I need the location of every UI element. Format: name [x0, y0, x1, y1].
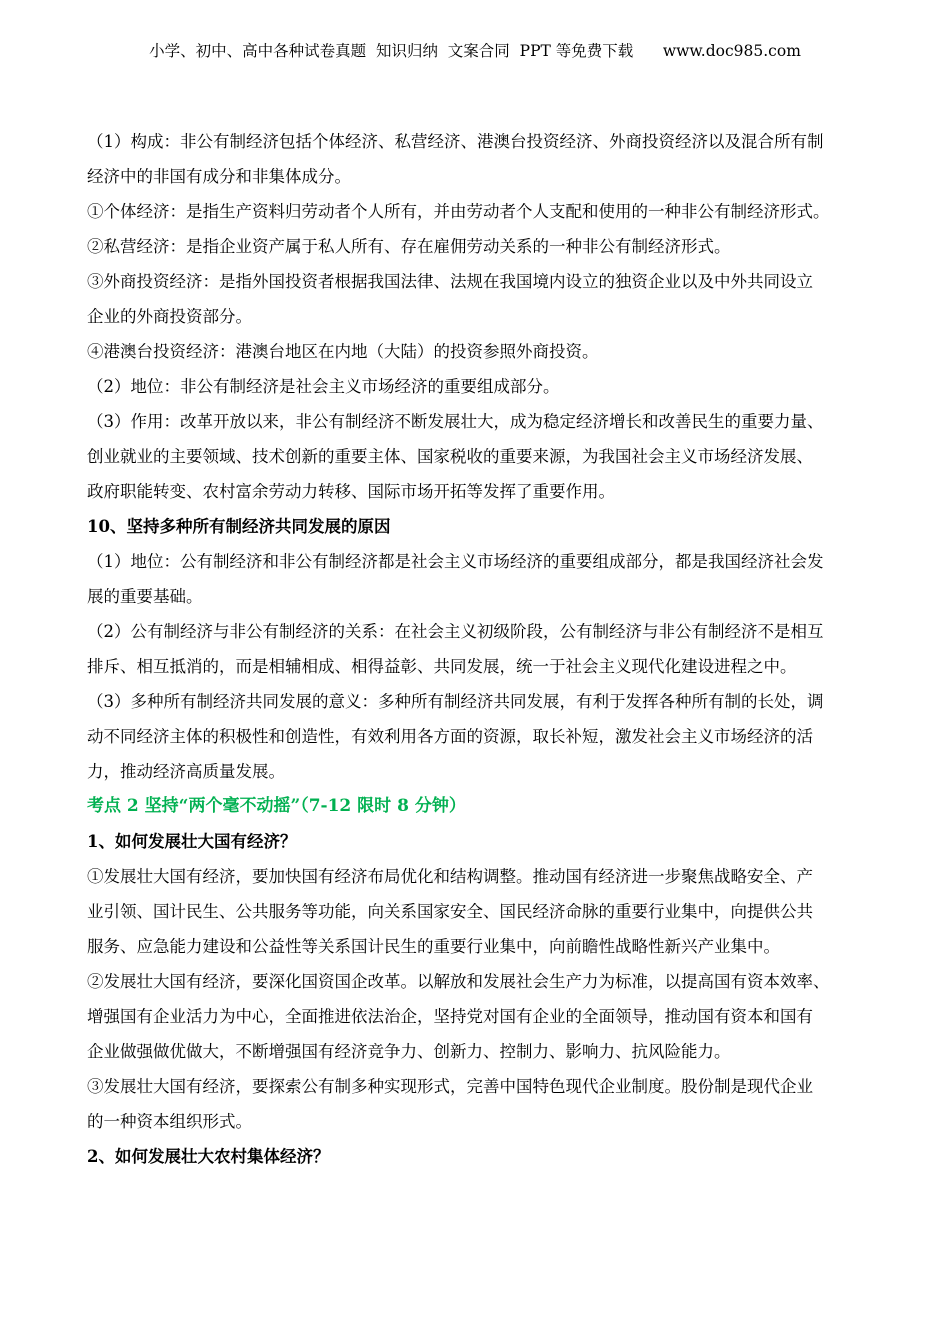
paragraph-line: （2）地位：非公有制经济是社会主义市场经济的重要组成部分。 — [87, 377, 560, 396]
paragraph-line: 的一种资本组织形式。 — [87, 1112, 252, 1131]
paragraph-line: 展的重要基础。 — [87, 587, 203, 606]
paragraph-line: 政府职能转变、农村富余劳动力转移、国际市场开拓等发挥了重要作用。 — [87, 482, 615, 501]
paragraph-line: 企业的外商投资部分。 — [87, 307, 252, 326]
paragraph-line: 企业做强做优做大，不断增强国有经济竞争力、创新力、控制力、影响力、抗风险能力。 — [87, 1042, 731, 1061]
paragraph-line: 排斥、相互抵消的，而是相辅相成、相得益彰、共同发展，统一于社会主义现代化建设进程之中。 — [87, 657, 797, 676]
paragraph-line: ③发展壮大国有经济，要探索公有制多种实现形式，完善中国特色现代企业制度。股份制是现代企业 — [87, 1077, 813, 1096]
paragraph-line: 增强国有企业活力为中心，全面推进依法治企，坚持党对国有企业的全面领导，推动国有资本和国有 — [87, 1007, 813, 1026]
paragraph-line: 创业就业的主要领域、技术创新的重要主体、国家税收的重要来源，为我国社会主义市场经济发展、 — [87, 447, 813, 466]
question-heading: 1、如何发展壮大国有经济？ — [87, 832, 297, 851]
paragraph-line: ②私营经济：是指企业资产属于私人所有、存在雇佣劳动关系的一种非公有制经济形式。 — [87, 237, 731, 256]
paragraph-line: （1）构成：非公有制经济包括个体经济、私营经济、港澳台投资经济、外商投资经济以及混合所有制 — [87, 132, 824, 151]
document-body — [87, 124, 872, 1174]
paragraph-line: 力，推动经济高质量发展。 — [87, 762, 285, 781]
page-header: 小学、初中、高中各种试卷真题 知识归纳 文案合同 PPT 等免费下载 www.doc985.com — [149, 42, 801, 60]
paragraph-line: ③外商投资经济：是指外国投资者根据我国法律、法规在我国境内设立的独资企业以及中外共同设立 — [87, 272, 813, 291]
paragraph-line: （3）作用：改革开放以来，非公有制经济不断发展壮大，成为稳定经济增长和改善民生的重要力量、 — [87, 412, 824, 431]
question-heading: 2、如何发展壮大农村集体经济？ — [87, 1147, 330, 1166]
paragraph-line: ①个体经济：是指生产资料归劳动者个人所有，并由劳动者个人支配和使用的一种非公有制经济形式。 — [87, 202, 830, 221]
paragraph-line: （1）地位：公有制经济和非公有制经济都是社会主义市场经济的重要组成部分，都是我国经济社会发 — [87, 552, 824, 571]
paragraph-line: 业引领、国计民生、公共服务等功能，向关系国家安全、国民经济命脉的重要行业集中，向提供公共 — [87, 902, 813, 921]
paragraph-line: ①发展壮大国有经济，要加快国有经济布局优化和结构调整。推动国有经济进一步聚焦战略安全、产 — [87, 867, 813, 886]
topic-heading: 考点 2 坚持“两个毫不动摇”（7-12 限时 8 分钟） — [87, 796, 466, 816]
paragraph-line: 动不同经济主体的积极性和创造性，有效利用各方面的资源，取长补短，激发社会主义市场经济的活 — [87, 727, 813, 746]
paragraph-line: ④港澳台投资经济：港澳台地区在内地（大陆）的投资参照外商投资。 — [87, 342, 599, 361]
paragraph-line: ②发展壮大国有经济，要深化国资国企改革。以解放和发展社会生产力为标准，以提高国有资本效率、 — [87, 972, 830, 991]
paragraph-line: 经济中的非国有成分和非集体成分。 — [87, 167, 351, 186]
paragraph-line: 服务、应急能力建设和公益性等关系国计民生的重要行业集中，向前瞻性战略性新兴产业集中。 — [87, 937, 780, 956]
paragraph-line: （3）多种所有制经济共同发展的意义：多种所有制经济共同发展，有利于发挥各种所有制的长处，调 — [87, 692, 824, 711]
paragraph-line: （2）公有制经济与非公有制经济的关系：在社会主义初级阶段，公有制经济与非公有制经济不是相互 — [87, 622, 824, 641]
section-heading: 10、坚持多种所有制经济共同发展的原因 — [87, 517, 391, 536]
